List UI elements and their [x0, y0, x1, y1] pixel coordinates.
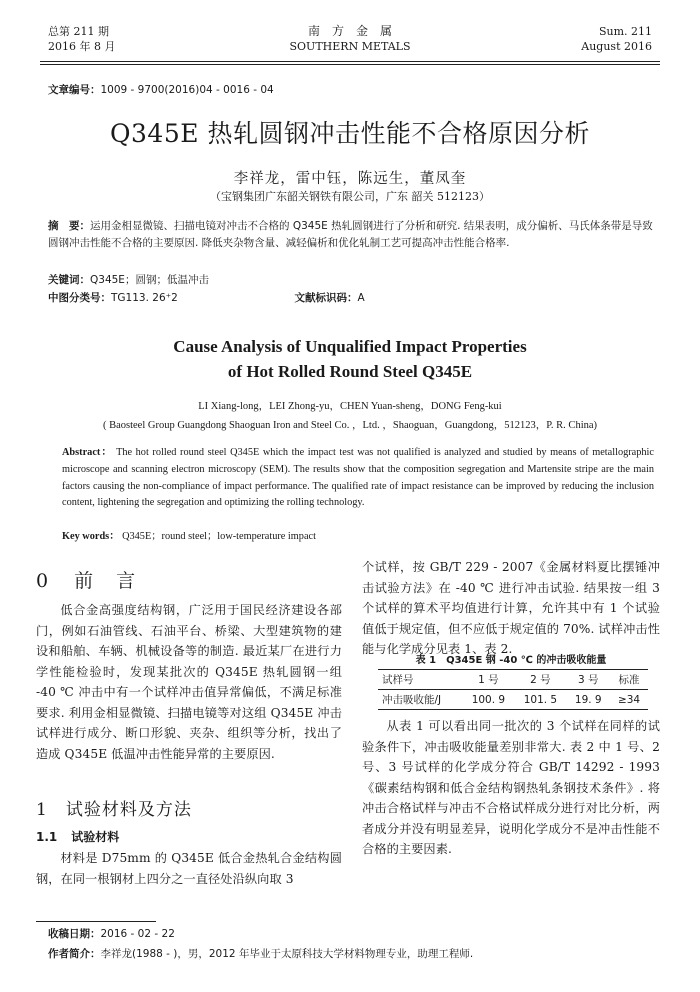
- header-left: [48, 24, 115, 54]
- clc-label: 中图分类号：: [48, 292, 111, 304]
- date-cn: 2016 年 8 月: [48, 40, 116, 53]
- footnote: [48, 924, 660, 964]
- clc-value: TG113. 26⁺2: [111, 292, 178, 304]
- section-1-title: 试验材料及方法: [65, 800, 192, 820]
- abstract-cn-text: 运用金相显微镜、扫描电镜对冲击不合格的 Q345E 热轧圆钢进行了分析和研究. 结果表明，成分偏析、马氏体条带是导致圆钢冲击性能不合格的主要原因. 降低夹杂物含量、减轻偏析和优化轧制工艺可提高冲击性能合格率.: [48, 220, 653, 249]
- article-number-label: 文章编号：: [48, 84, 101, 96]
- table-1-caption: 表 1 Q345E 钢 -40 ℃ 的冲击吸收能量: [415, 655, 607, 666]
- abstract-cn: [48, 218, 654, 252]
- right-column-text-2: [362, 716, 660, 860]
- table-row: [378, 690, 648, 710]
- footnote-rule: [36, 921, 156, 922]
- section-0-body: [36, 600, 342, 764]
- table-1-cell: 19. 9: [566, 690, 610, 710]
- abstract-cn-label: 摘 要：: [48, 220, 90, 232]
- affiliation-en: ( Baosteel Group Guangdong Shaoguan Iron and Steel Co. ，Ltd. ，Shaoguan，Guangdong，512123，P. R. China): [102, 420, 598, 431]
- title-en: [40, 334, 660, 384]
- issue-en: Sum. 211: [598, 25, 652, 38]
- table-1-cell: ≥34: [610, 690, 648, 710]
- table-1-header-cell: 3 号: [566, 670, 610, 690]
- subsection-1-1-heading: [36, 828, 119, 845]
- journal-en: SOUTHERN METALS: [289, 40, 411, 53]
- received-date: [48, 924, 660, 944]
- keywords-en: [62, 529, 654, 546]
- abstract-en-label: Abstract：: [62, 447, 113, 458]
- table-1-header-cell: 标准: [610, 670, 648, 690]
- title-en-line1: Cause Analysis of Unqualified Impact Properties: [173, 337, 527, 356]
- author-bio: [48, 944, 660, 964]
- table-1-header-row: [378, 670, 648, 690]
- title-en-line2: of Hot Rolled Round Steel Q345E: [227, 362, 473, 381]
- abstract-en-text: The hot rolled round steel Q345E which the impact test was not qualified is analyzed and studied by means of metallographic microscope and scanning electron microscopy (SEM). The results show that the composition segregation and Martensite stripe are the main factors causing the non-compliance of impact performance. The qualified rate of impact resistance can be improved by reducing the inclusion content, lightening the segregation and optimizing the rolling technology.: [62, 447, 654, 509]
- header-rule-2: [40, 64, 660, 65]
- keywords-en-label: Key words：: [62, 531, 120, 542]
- affiliation-cn: （宝钢集团广东韶关钢铁有限公司，广东 韶关 512123）: [210, 190, 490, 203]
- abstract-en: [62, 445, 654, 512]
- section-1-number: 1: [36, 800, 48, 820]
- keywords-cn: [48, 272, 654, 289]
- table-1: [378, 669, 648, 710]
- keywords-cn-label: 关键词：: [48, 274, 90, 286]
- author-bio-text: 李祥龙(1988 - )，男，2012 年毕业于太原科技大学材料物理专业，助理工程师.: [100, 948, 474, 960]
- section-1-heading: [36, 795, 192, 820]
- table-1-cell: 冲击吸收能/J: [378, 690, 462, 710]
- subsection-1-1-body: [36, 848, 342, 889]
- header-rule: [40, 61, 660, 62]
- section-0-heading: [36, 566, 137, 593]
- section-0-title: 前 言: [74, 570, 138, 592]
- subsection-1-1-number: 1.1: [36, 830, 58, 844]
- table-1-cell: 100. 9: [462, 690, 514, 710]
- right-paragraph-1: 个试样，按 GB/T 229 - 2007《金属材料夏比摆锤冲击试验方法》在 -40 ℃ 进行冲击试验. 结果按一组 3 个试样的算术平均值进行计算，允许其中有 1 个试验值低于规定值，但不应低于规定值的 70%. 试样冲击性能与化学成分见表 1、表 2.: [362, 560, 660, 656]
- received-value: 2016 - 02 - 22: [100, 928, 175, 940]
- journal-cn: 南 方 金 属: [307, 24, 392, 38]
- issue-cn: 总第 211 期: [48, 25, 109, 38]
- header-right: [581, 24, 652, 54]
- section-0-paragraph: 低合金高强度结构钢，广泛用于国民经济建设各部门，例如石油管线、石油平台、桥梁、大型建筑物的建设和船舶、车辆、机械设备等的制造. 最近某厂在进行力学性能检验时，发现某批次的 Q345E 热轧圆钢一组 -40 ℃ 冲击中有一个试样冲击值异常偏低，不满足标准要求. 利用金相显微镜、扫描电镜等对这组 Q345E 冲击试样进行成分、断口形貌、夹杂、组织等分析，找出了造成 Q345E 低温冲击性能异常的主要原因.: [36, 603, 342, 761]
- authors-en: LI Xiang-long，LEI Zhong-yu，CHEN Yuan-sheng，DONG Feng-kui: [198, 401, 502, 412]
- subsection-1-1-paragraph: 材料是 D75mm 的 Q345E 低合金热轧合金结构圆钢，在同一根钢材上四分之一直径处沿纵向取 3: [36, 851, 342, 886]
- authors-cn: 李祥龙，雷中钰，陈远生，董凤奎: [233, 171, 467, 187]
- table-1-header-cell: 2 号: [514, 670, 566, 690]
- keywords-en-text: Q345E；round steel；low-temperature impact: [122, 531, 316, 542]
- right-column-text: [362, 557, 660, 660]
- doc-code-value: A: [357, 292, 365, 304]
- section-0-number: 0: [36, 570, 51, 592]
- article-number-value: 1009 - 9700(2016)04 - 0016 - 04: [100, 84, 274, 96]
- received-label: 收稿日期：: [48, 928, 101, 940]
- right-paragraph-2: 从表 1 可以看出同一批次的 3 个试样在同样的试验条件下，冲击吸收能量差别非常大. 表 2 中 1 号、2 号、3 号试样的化学成分符合 GB/T 14292 - 1993《碳素结构钢和低合金结构钢热轧条钢技术条件》. 将冲击合格试样与冲击不合格试样成分进行对比分析，两者成分并没有明显差异，说明化学成分不是冲击性能不合格的主要因素.: [362, 719, 660, 856]
- article-number: [48, 82, 274, 97]
- keywords-cn-text: Q345E；圆钢；低温冲击: [90, 274, 209, 286]
- table-1-header-cell: 1 号: [462, 670, 514, 690]
- date-en: August 2016: [581, 40, 652, 53]
- title-cn: Q345E 热轧圆钢冲击性能不合格原因分析: [110, 119, 590, 148]
- classification-line: [48, 290, 654, 307]
- subsection-1-1-title: 试验材料: [71, 830, 120, 844]
- doc-code-label: 文献标识码：: [294, 292, 358, 304]
- table-1-header-cell: 试样号: [378, 670, 462, 690]
- author-bio-label: 作者简介：: [48, 948, 101, 960]
- header-center: [250, 24, 450, 54]
- table-1-cell: 101. 5: [514, 690, 566, 710]
